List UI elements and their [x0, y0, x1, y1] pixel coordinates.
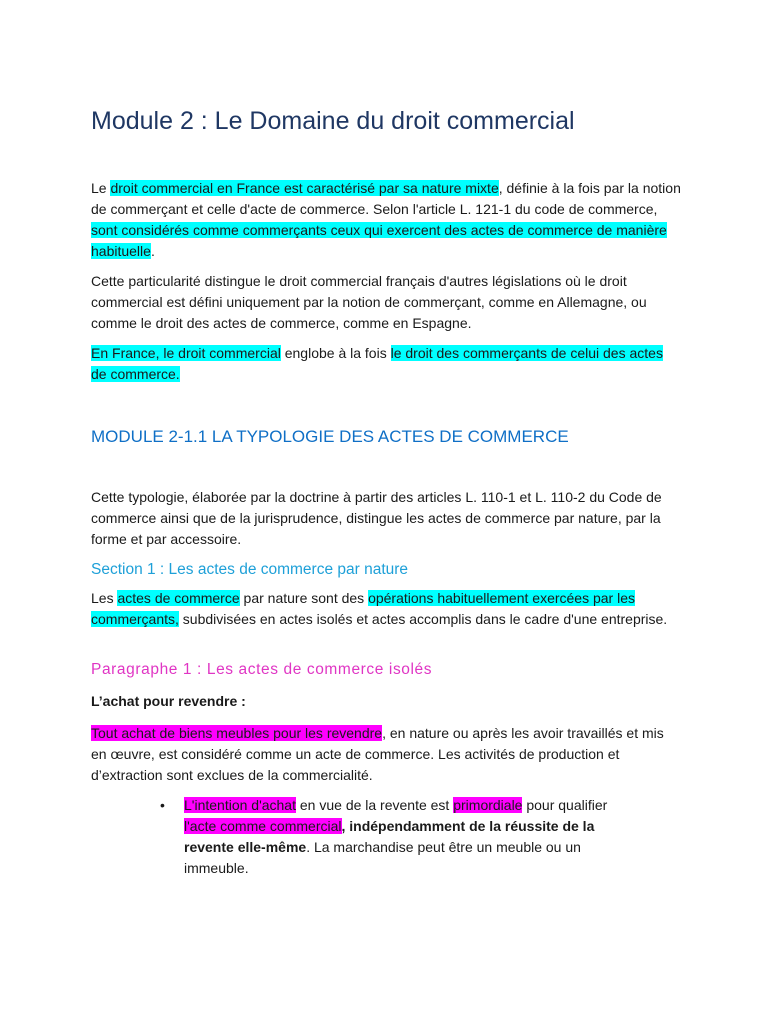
- text-run: , définie à la fois par la notion de commerçant et celle d'acte de commerce. Selon l'article L. 121-1 du code de commerce,: [91, 180, 681, 217]
- highlighted-text: sont considérés comme commerçants ceux qui exercent des actes de commerce de manière habituelle: [91, 222, 667, 259]
- text-run: en vue de la revente est: [296, 797, 454, 813]
- highlighted-text: Tout achat de biens meubles pour les revendre: [91, 725, 383, 741]
- highlighted-text: primordiale: [453, 797, 523, 813]
- bullet-list: [91, 795, 636, 879]
- highlighted-text: le droit des commerçants de celui des actes de commerce.: [91, 345, 663, 382]
- list-item: [91, 795, 636, 879]
- highlighted-text: l'acte comme commercial: [184, 818, 342, 834]
- text-run: Les: [91, 590, 118, 606]
- purchase-paragraph: [91, 723, 681, 786]
- text-run: .: [150, 243, 155, 259]
- intro-paragraph-2: Cette particularité distingue le droit commercial français d'autres législations où le droit commercial est défini uniquement par la notion de commerçant, comme en Allemagne, ou comme le droit des actes de commerce, comme en Espagne.: [91, 273, 647, 331]
- text-run: par nature sont des: [239, 590, 369, 606]
- highlighted-text: En France, le droit commercial: [91, 345, 281, 361]
- text-run: subdivisées en actes isolés et actes accomplis dans le cadre d'une entreprise.: [178, 611, 668, 627]
- text-run: . La marchandise peut être un meuble ou un immeuble.: [184, 839, 581, 876]
- section-paragraph: [91, 588, 681, 630]
- intro-paragraph-1: [91, 178, 681, 262]
- bold-text: , indépendamment de la réussite de la revente elle-même: [184, 818, 595, 855]
- subheading: L’achat pour revendre :: [91, 693, 246, 709]
- paragraph-heading: Paragraphe 1 : Les actes de commerce isolés: [91, 661, 433, 678]
- intro-paragraph-3: [91, 343, 681, 385]
- highlighted-text: droit commercial en France est caractérisé par sa nature mixte: [110, 180, 499, 196]
- bullet-marker: •: [160, 797, 165, 813]
- module-heading: MODULE 2-1.1 LA TYPOLOGIE DES ACTES DE COMMERCE: [91, 427, 569, 446]
- page-title: Module 2 : Le Domaine du droit commercial: [91, 107, 575, 135]
- highlighted-text: opérations habituellement exercées par les commerçants,: [91, 590, 635, 627]
- text-run: Le: [91, 180, 111, 196]
- highlighted-text: L'intention d'achat: [184, 797, 296, 813]
- text-run: , en nature ou après les avoir travaillés et mis en œuvre, est considéré comme un acte de commerce. Les activités de production et d’extraction sont exclues de la commercialité.: [91, 725, 664, 783]
- text-run: englobe à la fois: [280, 345, 391, 361]
- text-run: pour qualifier: [522, 797, 608, 813]
- typology-paragraph: Cette typologie, élaborée par la doctrine à partir des articles L. 110-1 et L. 110-2 du Code de commerce ainsi que de la jurisprudence, distingue les actes de commerce par nature, par la forme et par accessoire.: [91, 489, 662, 547]
- section-heading: Section 1 : Les actes de commerce par nature: [91, 561, 409, 578]
- highlighted-text: actes de commerce: [117, 590, 240, 606]
